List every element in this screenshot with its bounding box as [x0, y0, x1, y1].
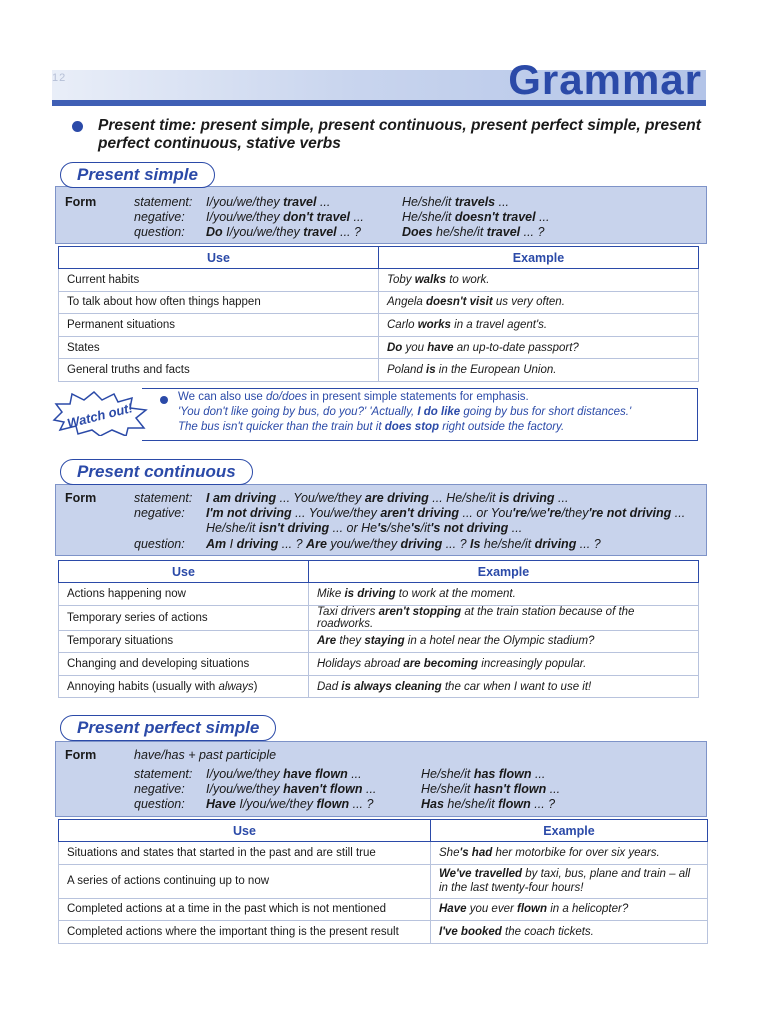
use-cell: General truths and facts [59, 359, 379, 382]
example-cell: Have you ever flown in a helicopter? [431, 898, 708, 921]
present-perfect-table [58, 819, 708, 944]
watch-out-badge [50, 390, 150, 436]
statement-key: statement: [134, 195, 193, 209]
statement-key: statement: [134, 767, 193, 781]
use-header: Use [59, 247, 379, 269]
present-continuous-table [58, 560, 699, 698]
bullet-icon [160, 396, 168, 404]
use-header: Use [59, 820, 431, 842]
watch-out-line-2: 'You don't like going by bus, do you?' 'Actually, I do like going by bus for short distances.' [178, 406, 632, 418]
watch-out-line-3: The bus isn't quicker than the train but it does stop right outside the factory. [178, 421, 565, 433]
statement-form-1: I/you/we/they have flown ... [206, 767, 362, 781]
page-title: Grammar [508, 56, 702, 103]
table-row [59, 864, 708, 898]
negative-form-2: He/she/it hasn't flown ... [421, 782, 561, 796]
table-row [59, 269, 699, 292]
example-header: Example [431, 820, 708, 842]
statement-form-2: He/she/it travels ... [402, 195, 510, 209]
table-row [59, 336, 699, 359]
page-number: 12 [52, 72, 67, 84]
intro [72, 117, 712, 153]
question-form-2: Has he/she/it flown ... ? [421, 797, 556, 811]
present-simple-heading: Present simple [60, 162, 215, 188]
statement-form-1: I/you/we/they travel ... [206, 195, 331, 209]
question-key: question: [134, 797, 185, 811]
use-cell: Changing and developing situations [59, 653, 309, 676]
negative-form-1: I/you/we/they haven't flown ... [206, 782, 377, 796]
use-cell: Temporary series of actions [59, 605, 309, 630]
negative-form-1: I/you/we/they don't travel ... [206, 210, 364, 224]
use-cell: To talk about how often things happen [59, 291, 379, 314]
question-key: question: [134, 225, 185, 239]
present-perfect-form-box [55, 741, 707, 817]
negative-form-2: He/she/it doesn't travel ... [402, 210, 550, 224]
table-row [59, 605, 699, 630]
form-label: Form [65, 748, 97, 762]
table-row [59, 359, 699, 382]
statement-form-2: He/she/it has flown ... [421, 767, 546, 781]
use-cell: Temporary situations [59, 630, 309, 653]
example-cell: Holidays abroad are becoming increasingly popular. [309, 653, 699, 676]
bullet-icon [72, 121, 83, 132]
use-cell: Annoying habits (usually with always) [59, 675, 309, 698]
question-form-1: Have I/you/we/they flown ... ? [206, 797, 374, 811]
watch-out-line-1: We can also use do/does in present simple statements for emphasis. [178, 391, 529, 403]
use-cell: Permanent situations [59, 314, 379, 337]
form-label: Form [65, 491, 97, 505]
example-cell: Taxi drivers aren't stopping at the train station because of the roadworks. [309, 605, 699, 630]
example-cell: Poland is in the European Union. [379, 359, 699, 382]
table-row [59, 630, 699, 653]
table-row [59, 898, 708, 921]
watch-out-label: Watch out! [65, 400, 135, 431]
example-cell: Mike is driving to work at the moment. [309, 583, 699, 606]
table-row [59, 583, 699, 606]
use-cell: Completed actions where the important thing is the present result [59, 921, 431, 944]
present-continuous-form-box [55, 484, 707, 556]
negative-form-2: He/she/it isn't driving ... or He's/she's/it's not driving ... [206, 521, 523, 535]
example-header: Example [379, 247, 699, 269]
form-rule: have/has + past participle [134, 748, 277, 762]
present-continuous-heading: Present continuous [60, 459, 253, 485]
table-row [59, 314, 699, 337]
use-cell: States [59, 336, 379, 359]
negative-key: negative: [134, 210, 185, 224]
question-form-2: Does he/she/it travel ... ? [402, 225, 545, 239]
present-simple-form-box [55, 186, 707, 244]
negative-form-1: I'm not driving ... You/we/they aren't driving ... or You're/we're/they're not driving ... [206, 506, 686, 520]
use-header: Use [59, 561, 309, 583]
negative-key: negative: [134, 782, 185, 796]
example-cell: Do you have an up-to-date passport? [379, 336, 699, 359]
example-cell: Are they staying in a hotel near the Olympic stadium? [309, 630, 699, 653]
table-row [59, 921, 708, 944]
example-header: Example [309, 561, 699, 583]
example-cell: Dad is always cleaning the car when I want to use it! [309, 675, 699, 698]
use-cell: Current habits [59, 269, 379, 292]
use-cell: Situations and states that started in the past and are still true [59, 842, 431, 865]
negative-key: negative: [134, 506, 185, 520]
use-cell: Completed actions at a time in the past which is not mentioned [59, 898, 431, 921]
question-key: question: [134, 537, 185, 551]
question-form-1: Do I/you/we/they travel ... ? [206, 225, 361, 239]
table-row [59, 653, 699, 676]
example-cell: Carlo works in a travel agent's. [379, 314, 699, 337]
table-row [59, 291, 699, 314]
question-form: Am I driving ... ? Are you/we/they driving ... ? Is he/she/it driving ... ? [206, 537, 601, 551]
example-cell: Angela doesn't visit us very often. [379, 291, 699, 314]
example-cell: Toby walks to work. [379, 269, 699, 292]
table-row [59, 842, 708, 865]
use-cell: Actions happening now [59, 583, 309, 606]
intro-text: Present time: present simple, present continuous, present perfect simple, present perfect continuous, stative verbs [98, 117, 701, 152]
example-cell: She's had her motorbike for over six years. [431, 842, 708, 865]
table-row [59, 675, 699, 698]
present-perfect-simple-heading: Present perfect simple [60, 715, 276, 741]
statement-form: I am driving ... You/we/they are driving ... He/she/it is driving ... [206, 491, 569, 505]
example-cell: We've travelled by taxi, bus, plane and train – all in the last twenty-four hours! [431, 864, 708, 898]
form-label: Form [65, 195, 97, 209]
example-cell: I've booked the coach tickets. [431, 921, 708, 944]
use-cell: A series of actions continuing up to now [59, 864, 431, 898]
present-simple-table [58, 246, 699, 382]
statement-key: statement: [134, 491, 193, 505]
